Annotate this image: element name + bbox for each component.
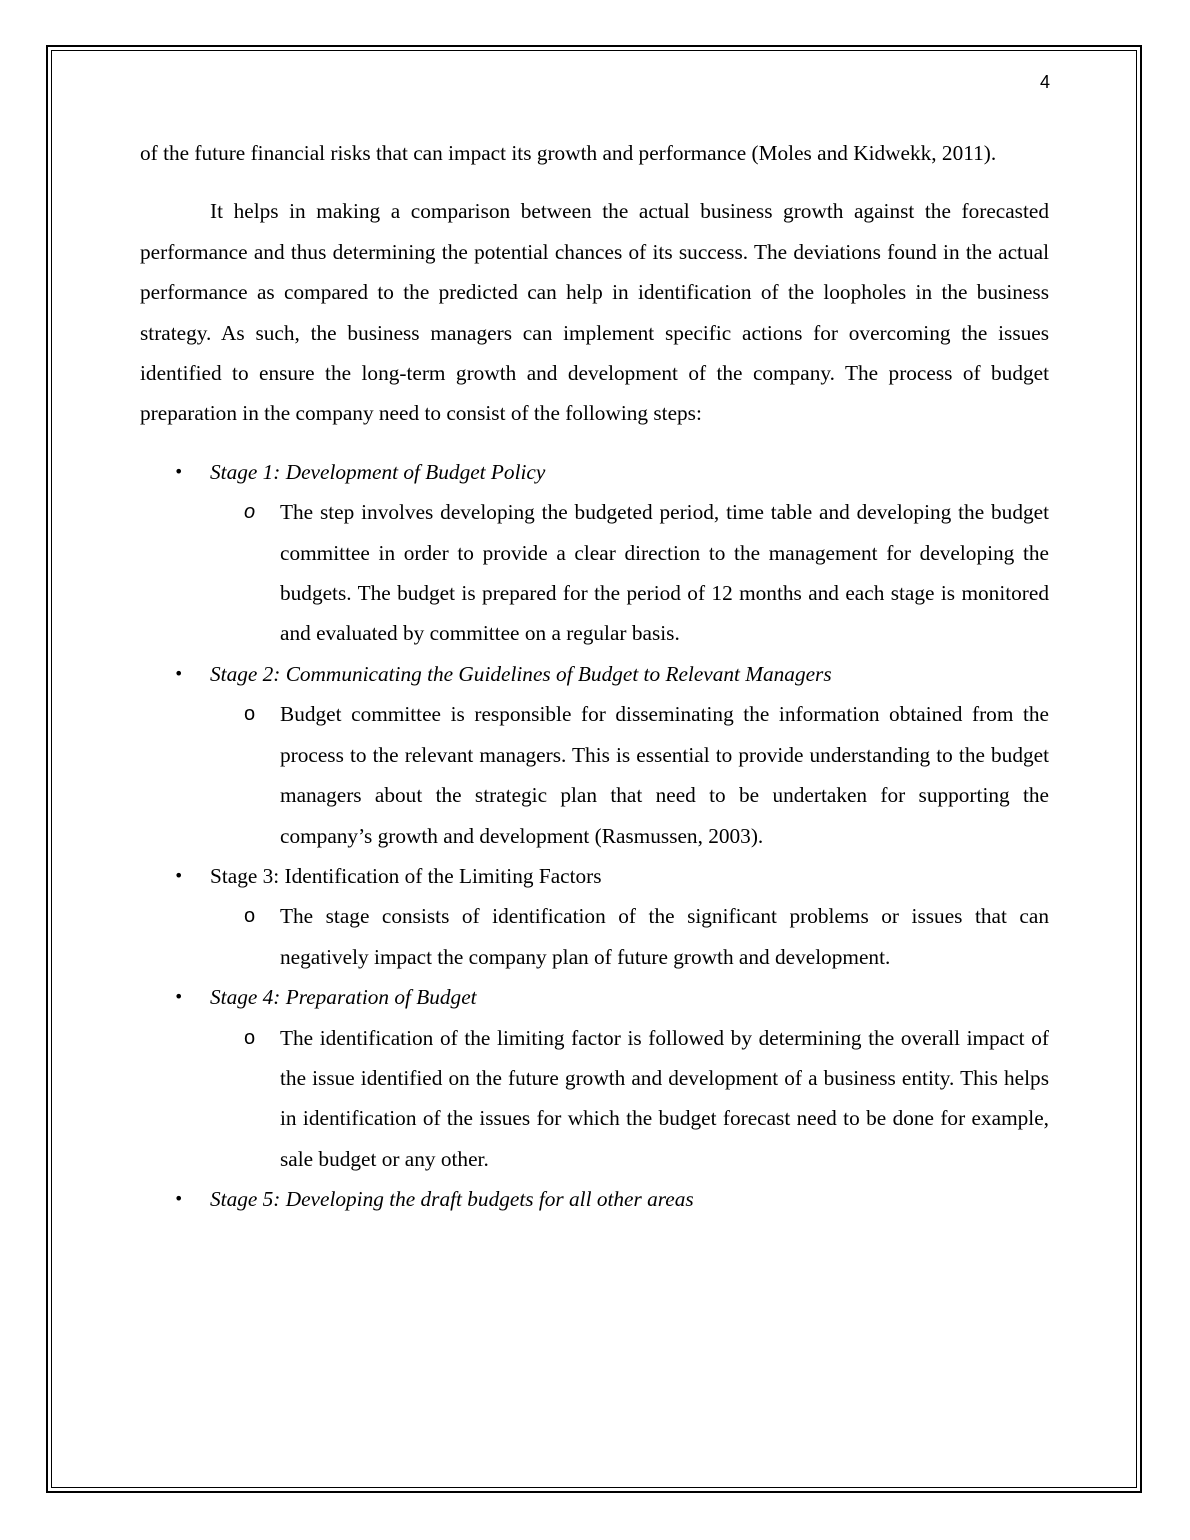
bullet-icon: • [174, 1189, 184, 1209]
list-item-stage-1 [140, 452, 1049, 492]
document-body [140, 133, 1049, 1220]
stage-detail: Budget committee is responsible for disseminating the information obtained from the process to the relevant managers. This is essential to provide understanding to the budget managers about the strategic plan that need to be undertaken for supporting the company’s growth and development (Rasmussen, 2003). [280, 702, 1049, 848]
stage-title: Stage 3: Identification of the Limiting Factors [210, 863, 602, 888]
list-item-stage-5 [140, 1179, 1049, 1219]
sub-item-stage-4 [140, 1018, 1049, 1180]
stage-title: Stage 2: Communicating the Guidelines of Budget to Relevant Managers [210, 661, 832, 686]
stage-detail: The step involves developing the budgeted period, time table and developing the budget committee in order to provide a clear direction to the management for developing the budgets. The budget is prepared for the period of 12 months and each stage is monitored and evaluated by committee on a regular basis. [280, 500, 1049, 646]
paragraph-continuation: of the future financial risks that can impact its growth and performance (Moles and Kidwekk, 2011). [140, 141, 997, 165]
sub-bullet-icon: o [244, 905, 256, 928]
bullet-icon: • [174, 663, 184, 683]
stage-title: Stage 5: Developing the draft budgets for all other areas [210, 1187, 694, 1212]
sub-item-stage-3 [140, 896, 1049, 977]
stage-title: Stage 4: Preparation of Budget [210, 985, 477, 1010]
stage-title: Stage 1: Development of Budget Policy [210, 459, 546, 484]
sub-bullet-icon: o [244, 501, 256, 524]
stage-list [140, 452, 1049, 1220]
bullet-icon: • [174, 461, 184, 481]
stage-detail: The identification of the limiting factor is followed by determining the overall impact of the issue identified on the future growth and development of a business entity. This helps in identification of the issues for which the budget forecast need to be done for example, sale budget or any other. [280, 1025, 1049, 1171]
list-item-stage-2 [140, 654, 1049, 694]
paragraph-budget-comparison: It helps in making a comparison between the actual business growth against the forecasted performance and thus determining the potential chances of its success. The deviations found in the actual performance as compared to the predicted can help in identification of the loopholes in the business strategy. As such, the business managers can implement specific actions for overcoming the issues identified to ensure the long-term growth and development of the company. The process of budget preparation in the company need to consist of the following steps: [140, 199, 1049, 426]
page-number: 4 [1039, 72, 1050, 92]
bullet-icon: • [174, 865, 184, 885]
sub-item-stage-1 [140, 492, 1049, 654]
stage-detail: The stage consists of identification of the significant problems or issues that can negatively impact the company plan of future growth and development. [280, 904, 1049, 969]
sub-bullet-icon: o [244, 703, 256, 726]
bullet-icon: • [174, 987, 184, 1007]
sub-item-stage-2 [140, 694, 1049, 856]
list-item-stage-3 [140, 856, 1049, 896]
list-item-stage-4 [140, 977, 1049, 1017]
sub-bullet-icon: o [244, 1026, 256, 1049]
